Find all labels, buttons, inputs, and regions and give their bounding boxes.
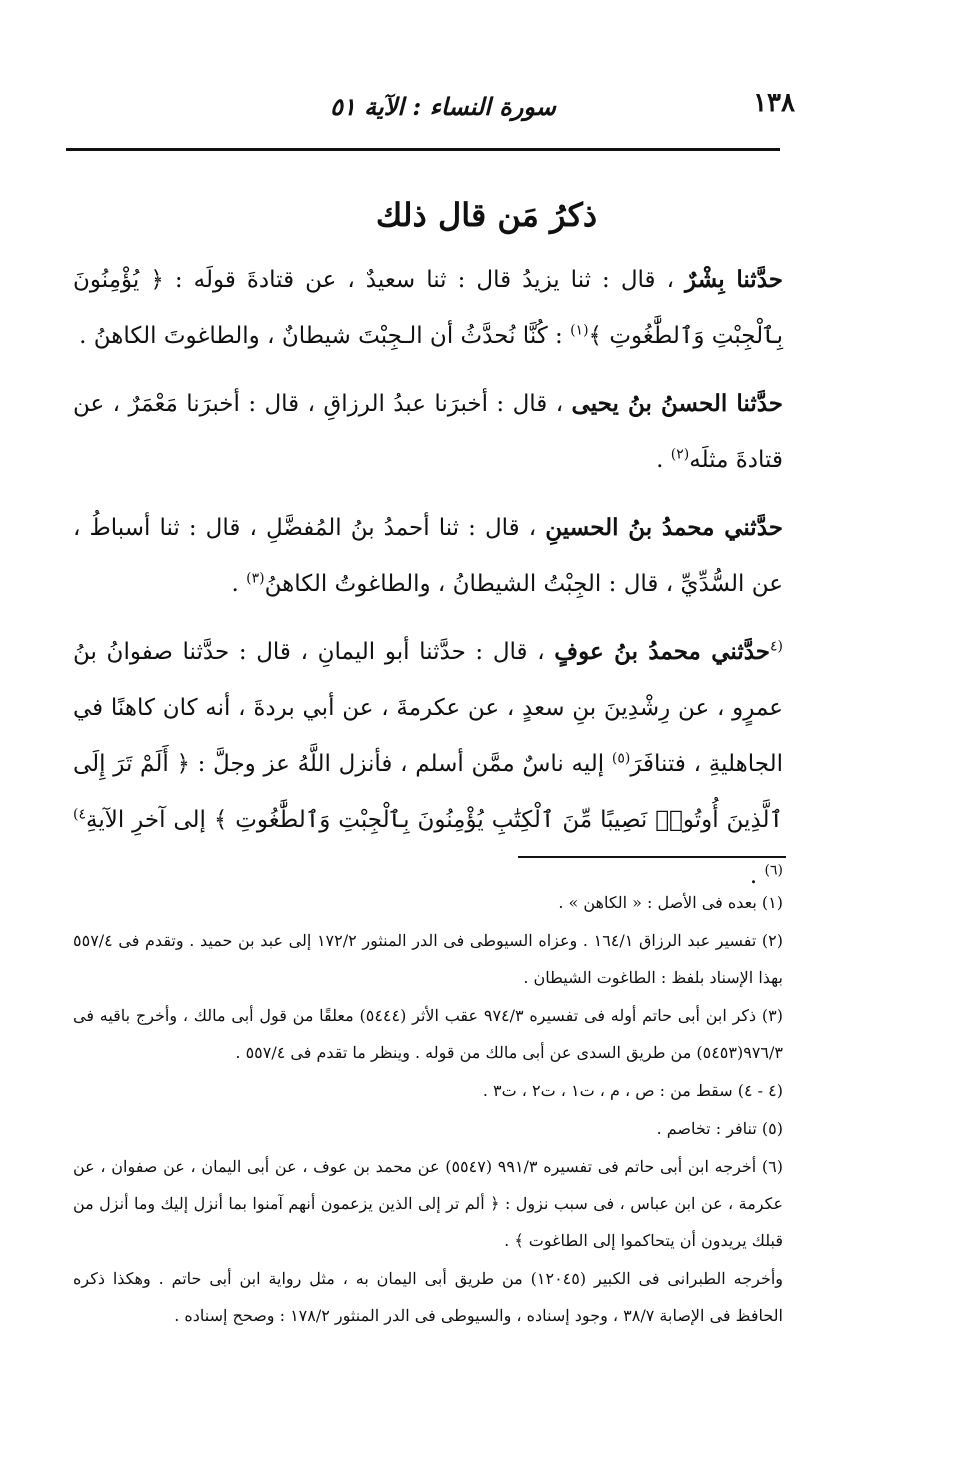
- paragraph-tail: : كُنَّا نُحدَّثُ أن الـجِبْتَ شيطانٌ ، والطاغوتَ الكاهنُ .: [79, 323, 571, 349]
- isnad-lead: حدَّثنا الحسنُ بنُ يحيى: [571, 390, 784, 417]
- header-rule: [66, 148, 780, 151]
- footnote-4: (٤ - ٤) سقط من : ص ، م ، ت١ ، ت٢ ، ت٣ .: [482, 1081, 783, 1100]
- running-head-title: سورة النساء : الآية ٥١: [330, 92, 556, 121]
- paragraph-4: [73, 624, 783, 904]
- footnote-ref: (٣): [246, 570, 265, 587]
- paragraph-1: [73, 252, 783, 364]
- footnote-6: (٦) أخرجه ابن أبى حاتم فى تفسيره ٩٩١/٣ (٥٥٤٧) عن محمد بن عوف ، عن أبى اليمان ، عن صفوان ، عن عكرمة ، عن ابن عباس ، فى سبب نزول : ﴿ ألم تر إلى الذين يزعمون أنهم آمنوا بما أنزل إليك وما أنزل من قبلك يريدون أن يتحاكموا إلى الطاغوت ﴾ .: [73, 1157, 784, 1250]
- paragraph-text: ، قال : حدَّثنا أبو اليمانِ ، قال : حدَّثنا صفوانُ بنُ عمرٍو ، عن رِشْدِينَ بنِ سعدٍ ، عن عكرمةَ ، عن أبي بردةَ ، أنه كان كاهنًا في الجاهليةِ ، فتنافَرَ: [73, 639, 783, 777]
- footnote-6-continued: وأخرجه الطبرانى فى الكبير (١٢٠٤٥) من طريق أبى اليمان به ، مثل رواية ابن أبى حاتم . وهكذا ذكره الحافظ فى الإصابة ٣٨/٧ ، وجود إسناده ، والسيوطى فى الدر المنثور ١٧٨/٢ : وصحح إسناده .: [73, 1269, 784, 1325]
- footnote-ref: (٢): [670, 446, 690, 463]
- paragraph-text: ، قال : ثنا أحمدُ بنُ المُفضَّلِ ، قال : ثنا أسباطُ ، عن السُّدِّيِّ ، قال : الجِبْتُ الشيطانُ ، والطاغوتُ الكاهنُ: [73, 515, 783, 597]
- paragraph-3: [73, 500, 783, 612]
- footnote-ref: (٥): [611, 750, 631, 767]
- paragraph-text: ، قال : أخبرَنا عبدُ الرزاقِ ، قال : أخبرَنا مَعْمَرٌ ، عن قتادةَ مثلَه: [73, 391, 783, 473]
- section-heading: ذكرُ مَن قال ذلك: [375, 196, 598, 234]
- footnote-1: (١) بعده فى الأصل : « الكاهن » .: [558, 893, 783, 912]
- footnote-2: (٢) تفسير عبد الرزاق ١٦٤/١ . وعزاه السيوطى فى الدر المنثور ١٧٢/٢ إلى عبد بن حميد . وتقدم فى ٥٥٧/٤ بهذا الإسناد بلفظ : الطاغوت الشيطان .: [73, 931, 783, 987]
- isnad-lead: حدَّثني محمدُ بنُ الحسينِ: [545, 514, 784, 541]
- paragraph-tail: .: [231, 571, 247, 597]
- footnote-ref: ٤)(٦): [73, 806, 783, 879]
- main-text: [73, 252, 783, 916]
- footnote-rule: [518, 856, 786, 858]
- paragraph-end: .: [749, 863, 765, 889]
- page-number: ١٣٨: [753, 88, 795, 118]
- paragraph-tail: .: [656, 447, 671, 473]
- paragraph-2: [73, 376, 783, 488]
- paragraph-text: ، قال : ثنا يزيدُ قال : ثنا سعيدٌ ، عن قتادةَ قولَه : ﴿ يُؤْمِنُونَ بِٱلْجِبْتِ وَٱلطَّٰغُوتِ ﴾: [73, 267, 783, 349]
- footnote-ref: (٤: [770, 638, 784, 655]
- footnote-5: (٥) تنافر : تخاصم .: [656, 1119, 783, 1138]
- footnotes: [73, 884, 783, 1335]
- isnad-lead: حدَّثنا بِشْرٌ: [685, 266, 784, 293]
- footnote-3: (٣) ذكر ابن أبى حاتم أوله فى تفسيره ٩٧٤/٣ عقب الأثر (٥٤٤٤) معلقًا من قول أبى مالك ، وأخرج باقيه فى ٩٧٦/٣(٥٤٥٣) من طريق السدى عن أبى مالك من قوله . وينظر ما تقدم فى ٥٥٧/٤ .: [73, 1006, 784, 1062]
- paragraph-tail: إليه ناسٌ ممَّن أسلم ، فأنزل اللَّهُ عز وجلَّ : ﴿ أَلَمْ تَرَ إِلَى ٱلَّذِينَ أُوتُوا۟ نَصِيبًا مِّنَ ٱلْكِتَٰبِ يُؤْمِنُونَ بِٱلْجِبْتِ وَٱلطَّٰغُوتِ ﴾ إلى آخرِ الآيةِ: [73, 751, 783, 833]
- isnad-lead: حدَّثني محمدُ بنُ عوفٍ: [554, 638, 771, 665]
- footnote-ref: (١): [570, 322, 589, 339]
